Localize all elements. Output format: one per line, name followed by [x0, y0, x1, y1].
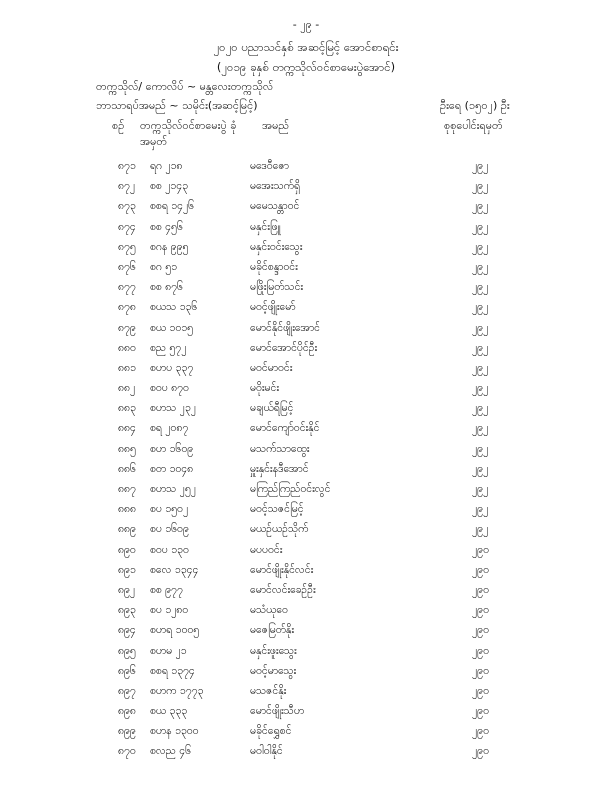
header-roll: တက္ကသိုလ်ဝင်စာမေးပွဲ ခုံအမှတ်: [140, 119, 237, 148]
roll-number: စဟက ၁၇၇၃: [150, 684, 204, 697]
roll-number: စတ ၁၀၄၈: [150, 462, 194, 475]
student-name: မဖြိုးမြတ်သင်း: [250, 281, 304, 294]
student-name: မဝင့်သဇင်မြင့်: [250, 503, 304, 516]
table-row: [0, 443, 612, 463]
table-row: [0, 362, 612, 382]
total-mark: ၂၉၀: [472, 745, 489, 758]
student-name: မဝါဝါနိုင်: [250, 745, 283, 758]
row-number: ၈၇၈: [118, 301, 136, 314]
roll-number: စပ ၁၂၈၀: [150, 604, 189, 617]
table-row: [0, 180, 612, 200]
total-mark: ၂၉၂: [472, 160, 489, 172]
student-name: မောင်ဖျိုးသီဟ: [250, 705, 305, 718]
table-row: [0, 705, 612, 725]
student-name: မဒေဝီဇော: [250, 160, 289, 172]
table-row: [0, 604, 612, 624]
student-name: မကြည်ကြည်ဝင်းလွင်: [250, 483, 331, 495]
total-mark: ၂၉၂: [472, 240, 489, 253]
total-mark: ၂၉၂: [472, 301, 489, 314]
roll-number: စပ ၁၆၀၉: [150, 523, 189, 536]
total-mark: ၂၉၀: [472, 684, 489, 697]
total-mark: ၂၉၀: [472, 725, 489, 738]
roll-number: စစရ ၁၃၇၄: [150, 664, 195, 677]
total-mark: ၂၉၂: [472, 402, 489, 415]
roll-number: စယသ ၁၃၆: [150, 301, 198, 314]
table-row: [0, 221, 612, 241]
student-name: မနှင်းဖူးသွေး: [250, 644, 297, 657]
total-mark: ၂၉၂: [472, 200, 489, 213]
student-name: မောင်အောင်ပိုင်ဦး: [250, 341, 318, 354]
row-number: ၈၇၇: [118, 281, 136, 294]
roll-number: ရဂ ၂၁၈: [150, 160, 183, 172]
row-number: ၈၇၄: [118, 220, 136, 233]
roll-number: စဝပ ၁၃၀: [150, 543, 189, 556]
table-row: [0, 564, 612, 584]
total-mark: ၂၉၀: [472, 563, 489, 576]
student-name: မဝင်မာဝင်း: [250, 361, 293, 374]
row-number: ၈၇၅: [118, 240, 136, 253]
total-mark: ၂၉၀: [472, 664, 489, 677]
student-name: မှူးနှင်းနဒီအောင်: [250, 462, 309, 475]
header-name: အမည်: [262, 119, 290, 132]
total-mark: ၂၉၂: [472, 361, 489, 374]
row-number: ၈၉၁: [118, 563, 136, 576]
roll-number: စပ ၁၅၀၂: [150, 503, 189, 516]
row-number: ၈၇၂: [118, 180, 136, 193]
total-mark: ၂၉၀: [472, 543, 489, 556]
row-number: ၈၈၁: [118, 361, 136, 374]
total-mark: ၂၉၂: [472, 281, 489, 294]
row-number: ၈၈၃: [118, 402, 136, 415]
total-mark: ၂၉၂: [472, 523, 489, 536]
subject-line: ဘာသာရပ်အမည် ~ သမိုင်း(အဆင့်မြင့်): [96, 99, 258, 112]
total-mark: ၂၉၀: [472, 604, 489, 617]
student-name: မယဉ်ယဉ်သိုက်: [250, 523, 309, 536]
table-row: [0, 483, 612, 503]
total-mark: ၂၉၀: [472, 705, 489, 718]
table-row: [0, 745, 612, 765]
student-name: မနှင်းဝင်းသွေး: [250, 240, 303, 253]
roll-number: စစ ၄၅၆: [150, 220, 183, 233]
roll-number: စဟသ ၂၃၂: [150, 402, 196, 415]
student-name: မဝင့်မာသွေး: [250, 664, 297, 677]
student-name: မနှင်းဖြူ: [250, 220, 281, 233]
table-row: [0, 160, 612, 180]
roll-number: စစ ၂၁၄၃: [150, 180, 189, 193]
table-row: [0, 200, 612, 220]
row-number: ၈၇၉: [118, 321, 136, 334]
total-mark: ၂၉၂: [472, 462, 489, 475]
roll-number: စဟသ ၂၅၂: [150, 483, 196, 495]
table-row: [0, 322, 612, 342]
student-name: မသဇင်နိုး: [250, 684, 287, 697]
table-row: [0, 503, 612, 523]
table-row: [0, 665, 612, 685]
row-number: ၈၈၂: [118, 382, 136, 395]
table-row: [0, 725, 612, 745]
roll-number: စဟန ၁၃၀၀: [150, 725, 199, 738]
row-number: ၈၈၀: [118, 341, 136, 354]
roll-number: စလေ ၁၃၄၄: [150, 563, 199, 576]
row-number: ၈၈၈: [118, 503, 136, 516]
roll-number: စဂ ၅၁: [150, 260, 178, 273]
student-name: မောင်ဖျိုးနိုင်လင်း: [250, 563, 314, 576]
page-number: - ၂၉ -: [292, 18, 320, 31]
roll-number: စလည ၄၆: [150, 745, 192, 758]
student-name: မသက်သာထွေး: [250, 442, 310, 455]
total-mark: ၂၉၀: [472, 583, 489, 596]
total-mark: ၂၉၂: [472, 220, 489, 233]
row-number: ၈၈၉: [118, 523, 136, 536]
student-name: မသံယုဝေ: [250, 604, 288, 617]
table-row: [0, 281, 612, 301]
total-mark: ၂၉၂: [472, 483, 489, 495]
total-mark: ၂၉၂: [472, 503, 489, 516]
header-no: စဉ်: [112, 119, 125, 132]
roll-number: စယ ၁၀၁၅: [150, 321, 194, 334]
table-row: [0, 645, 612, 665]
roll-number: စယ ၃၃၃: [150, 705, 188, 718]
roll-number: စည ၅၇၂: [150, 341, 187, 354]
total-mark: ၂၉၂: [472, 180, 489, 193]
student-name: မမေသန္တာဝင်: [250, 200, 300, 213]
student-name: မောင်ကျော်ဝင်းနိုင်: [250, 422, 320, 435]
roll-number: စဝပ ၈၇၀: [150, 382, 189, 395]
total-mark: ၂၉၂: [472, 341, 489, 354]
table-row: [0, 301, 612, 321]
row-number: ၈၈၄: [118, 422, 136, 435]
table-row: [0, 685, 612, 705]
row-number: ၈၉၂: [118, 583, 136, 596]
row-number: ၈၈၅: [118, 442, 136, 455]
roll-number: စဟ ၁၆၀၉: [150, 442, 194, 455]
total-mark: ၂၉၂: [472, 321, 489, 334]
roll-number: စဟပ ၃၃၇: [150, 361, 194, 374]
roll-number: စဟရ ၁၀၀၅: [150, 624, 200, 637]
row-number: ၈၇၀: [118, 745, 136, 758]
total-mark: ၂၉၂: [472, 442, 489, 455]
table-row: [0, 584, 612, 604]
document-subtitle: (၂၀၁၉ ခုနှစ် တက္ကသိုလ်ဝင်စာမေးပွဲအောင်): [216, 60, 396, 74]
row-number: ၈၈၆: [118, 462, 136, 475]
row-number: ၈၇၁: [118, 160, 136, 172]
student-name: မချယ်ရီမြင့်: [250, 402, 294, 415]
row-number: ၈၉၇: [118, 684, 136, 697]
table-row: [0, 261, 612, 281]
row-number: ၈၉၈: [118, 705, 136, 718]
table-row: [0, 463, 612, 483]
student-name: မဝင့်ဖျိုးမော်: [250, 301, 296, 314]
row-number: ၈၉၀: [118, 543, 136, 556]
table-row: [0, 544, 612, 564]
table-row: [0, 241, 612, 261]
roll-number: စဟမ ၂၁: [150, 644, 187, 657]
roll-number: စရ ၂၀၈၇: [150, 422, 189, 435]
table-row: [0, 422, 612, 442]
student-name: မောင်နိုင်ဖျိုးအောင်: [250, 321, 320, 334]
row-number: ၈၉၉: [118, 725, 136, 738]
student-name: မခိုင်ရွှေစင်: [250, 725, 292, 738]
row-number: ၈၇၃: [118, 200, 136, 213]
table-row: [0, 342, 612, 362]
row-number: ၈၉၄: [118, 624, 136, 637]
total-mark: ၂၉၂: [472, 422, 489, 435]
student-name: မခိုင်စန္ဒာဝင်း: [250, 260, 298, 273]
student-name: မဇေမြတ်နိုး: [250, 624, 295, 637]
student-name: မောင်လင်းခေဉ်ဦး: [250, 583, 316, 596]
document-title: ၂၀၂၀ ပညာသင်နှစ် အဆင့်မြင့် အောင်စာရင်း: [213, 40, 399, 54]
table-row: [0, 624, 612, 644]
header-mark: စုစုပေါင်းရမှတ်: [444, 119, 503, 132]
total-mark: ၂၉၀: [472, 624, 489, 637]
table-row: [0, 402, 612, 422]
student-name: မအေးသက်ရှိ: [250, 180, 301, 193]
table-row: [0, 382, 612, 402]
table-row: [0, 523, 612, 543]
roll-number: စစ ၉၇၇: [150, 583, 183, 596]
student-name: မပပဝင်း: [250, 543, 283, 556]
roll-number: စစရ ၁၄၂၆: [150, 200, 195, 213]
total-mark: ၂၉၂: [472, 260, 489, 273]
total-mark: ၂၉၀: [472, 644, 489, 657]
row-number: ၈၈၇: [118, 483, 136, 495]
count-line: ဦးရေ (၁၅၀၂) ဦး: [440, 99, 510, 112]
row-number: ၈၉၃: [118, 604, 136, 617]
results-table: [0, 160, 612, 766]
student-name: မဝိုးမင်း: [250, 382, 280, 395]
row-number: ၈၇၆: [118, 260, 136, 273]
row-number: ၈၉၆: [118, 664, 136, 677]
roll-number: စစ ၈၇၆: [150, 281, 183, 294]
roll-number: စဂန ၉၉၅: [150, 240, 189, 253]
university-line: တက္ကသိုလ်/ ကောလိပ် ~ မန္တလေးတက္ကသိုလ်: [96, 80, 274, 93]
row-number: ၈၉၅: [118, 644, 136, 657]
total-mark: ၂၉၂: [472, 382, 489, 395]
